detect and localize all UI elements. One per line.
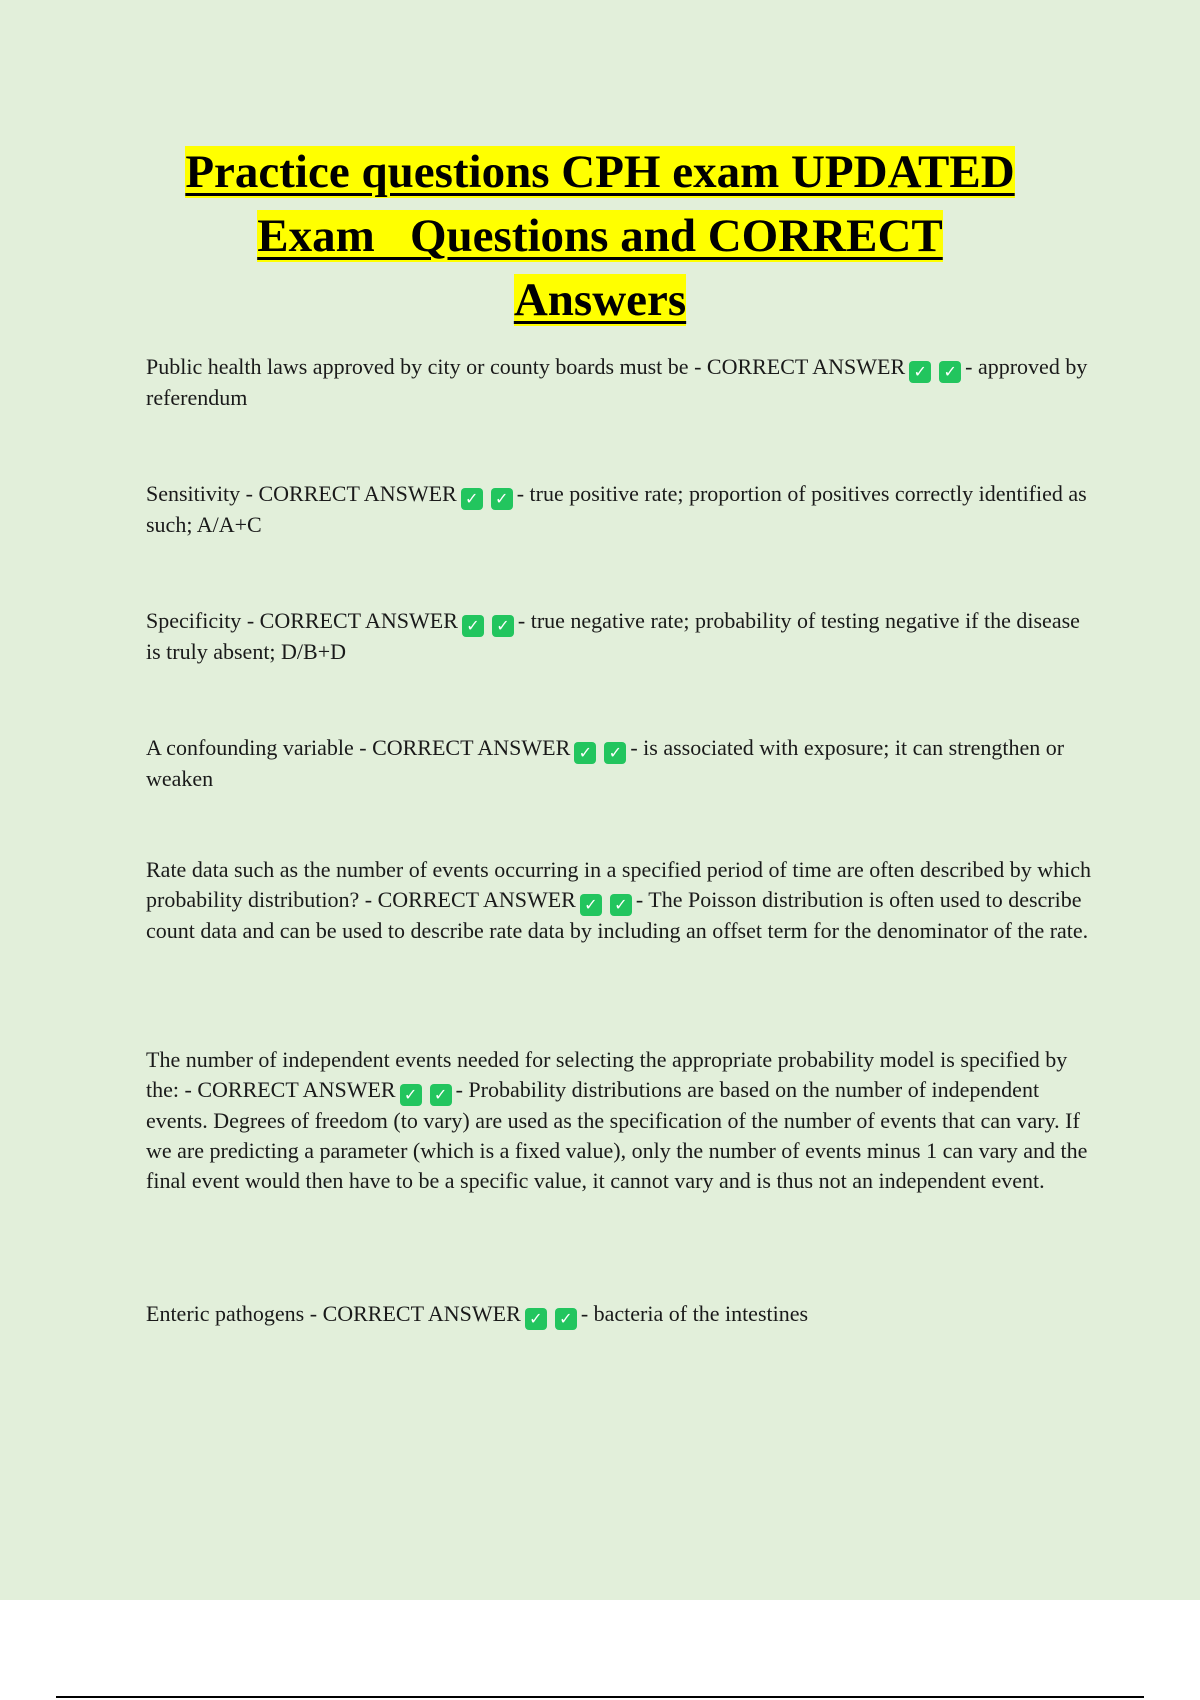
checkmark-icon: ✓ (430, 1084, 452, 1106)
title-line-3: Answers (513, 274, 687, 326)
answer-text: Probability distributions are based on the number of independent events. Degrees of freedom (to vary) are used as the specification of the number of events that can vary. If we are predicting a parameter (which is a fixed value), only the number of events minus 1 can vary and the final event would then have to be a specific value, it cannot vary and is thus not an independent event. (146, 1077, 1088, 1193)
checkmark-icon: ✓ (610, 894, 632, 916)
checkmark-icon: ✓ (461, 488, 483, 510)
question-text: A confounding variable (146, 735, 354, 760)
question-text: Specificity (146, 608, 242, 633)
question-text: Enteric pathogens (146, 1301, 305, 1326)
correct-answer-label: CORRECT ANSWER (372, 735, 571, 760)
qa-item-4: A confounding variable - CORRECT ANSWER ✓ ✓ - is associated with exposure; it can strengthen or weaken (146, 735, 1065, 791)
correct-answer-label: CORRECT ANSWER (258, 481, 457, 506)
footer-divider (56, 1696, 1144, 1698)
qa-item-7: Enteric pathogens - CORRECT ANSWER ✓ ✓ - bacteria of the intestines (146, 1301, 809, 1328)
correct-answer-label: CORRECT ANSWER (322, 1301, 521, 1326)
question-text: The number of independent events needed for selecting the appropriate probability model is specified by the: (146, 1047, 1068, 1102)
question-text: Rate data such as the number of events occurring in a specified period of time are often described by which probability distribution? (146, 857, 1092, 912)
question-text: Public health laws approved by city or county boards must be (146, 354, 689, 379)
document-title (0, 140, 1200, 332)
answer-text: is associated with exposure; it can strengthen or weaken (146, 735, 1065, 791)
checkmark-icon: ✓ (491, 488, 513, 510)
qa-item-5: Rate data such as the number of events occurring in a specified period of time are often described by which probability distribution? - CORRECT ANSWER ✓ ✓ - The Poisson distribution is often used to describe count data and can be used to describe rate data by including an offset term for the denominator of the rate. (146, 857, 1092, 943)
qa-item-3: Specificity - CORRECT ANSWER ✓ ✓ - true negative rate; probability of testing negative if the disease is truly absent; D/B+D (146, 608, 1080, 664)
qa-item-6: The number of independent events needed for selecting the appropriate probability model is specified by the: - CORRECT ANSWER ✓ ✓ - Probability distributions are based on the number of independent events. Degrees of freedom (to vary) are used as the specification of the number of events that can vary. If we are predicting a parameter (which is a fixed value), only the number of events minus 1 can vary and the final event would then have to be a specific value, it cannot vary and is thus not an independent event. (146, 1047, 1088, 1193)
checkmark-icon: ✓ (400, 1084, 422, 1106)
correct-answer-label: CORRECT ANSWER (259, 608, 458, 633)
qa-item-2: Sensitivity - CORRECT ANSWER ✓ ✓ - true positive rate; proportion of positives correctly identified as such; A/A+C (146, 481, 1087, 537)
answer-text: true positive rate; proportion of positives correctly identified as such; A/A+C (146, 481, 1087, 537)
answer-text: true negative rate; probability of testing negative if the disease is truly absent; D/B+D (146, 608, 1080, 664)
checkmark-icon: ✓ (462, 615, 484, 637)
checkmark-icon: ✓ (580, 894, 602, 916)
checkmark-icon: ✓ (604, 742, 626, 764)
correct-answer-label: CORRECT ANSWER (377, 887, 576, 912)
title-line-2: Exam Questions and CORRECT (257, 210, 943, 262)
checkmark-icon: ✓ (909, 361, 931, 383)
checkmark-icon: ✓ (555, 1308, 577, 1330)
answer-text: The Poisson distribution is often used to describe count data and can be used to describe rate data by including an offset term for the denominator of the rate. (146, 887, 1089, 943)
checkmark-icon: ✓ (525, 1308, 547, 1330)
question-text: Sensitivity (146, 481, 241, 506)
qa-item-1: Public health laws approved by city or county boards must be - CORRECT ANSWER ✓ ✓ - approved by referendum (146, 354, 1088, 410)
answer-text: approved by referendum (146, 354, 1088, 410)
correct-answer-label: CORRECT ANSWER (197, 1077, 396, 1102)
answer-text: bacteria of the intestines (593, 1301, 809, 1326)
checkmark-icon: ✓ (492, 615, 514, 637)
correct-answer-label: CORRECT ANSWER (706, 354, 906, 379)
title-line-1: Practice questions CPH exam UPDATED (185, 146, 1015, 198)
checkmark-icon: ✓ (939, 361, 961, 383)
checkmark-icon: ✓ (574, 742, 596, 764)
